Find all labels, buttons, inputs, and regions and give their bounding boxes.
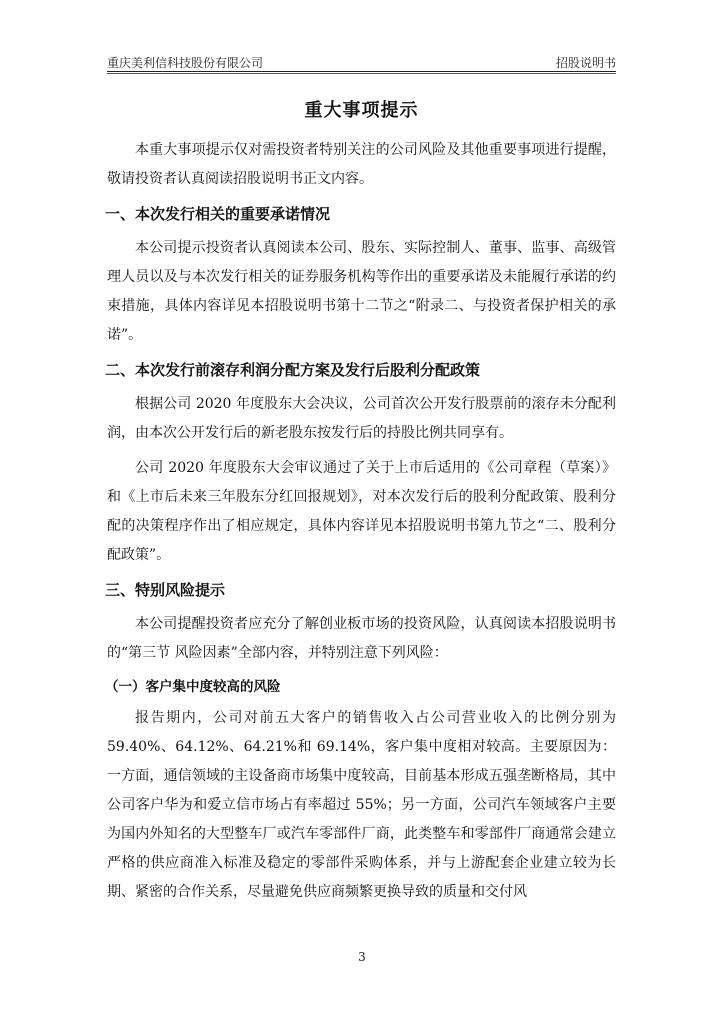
page-title: 重大事项提示 [304, 100, 419, 121]
section-paragraph: 本公司提示投资者认真阅读本公司、股东、实际控制人、董事、监事、高级管理人员以及与本次发行相关的证券服务机构等作出的重要承诺及未能履行承诺的约束措施，具体内容详见本招股说明书第十二节之“附录二、与投资者保护相关的承诺”。 [107, 240, 616, 343]
section-heading-commitments: 一、本次发行相关的重要承诺情况 [105, 205, 331, 223]
page-body [107, 90, 616, 907]
page-number: 3 [358, 950, 366, 964]
header-divider-thin [107, 73, 616, 74]
header-document-type: 招股说明书 [555, 56, 616, 70]
intro-paragraph: 本重大事项提示仅对需投资者特别关注的公司风险及其他重要事项进行提醒，敬请投资者认真阅读招股说明书正文内容。 [107, 142, 616, 187]
section-paragraph: 根据公司 2020 年度股东大会决议，公司首次公开发行股票前的滚存未分配利润，由本次公开发行后的新老股东按发行后的持股比例共同享有。 [107, 396, 616, 441]
page-header [107, 51, 616, 71]
section-heading-risk-warning: 三、特别风险提示 [105, 581, 226, 599]
section-heading-profit-distribution: 二、本次发行前滚存利润分配方案及发行后股利分配政策 [105, 361, 481, 379]
section-paragraph: 本公司提醒投资者应充分了解创业板市场的投资风险，认真阅读本招股说明书的“第三节 风险因素”全部内容，并特别注意下列风险： [107, 616, 616, 661]
header-divider [107, 71, 616, 72]
section-paragraph: 公司 2020 年度股东大会审议通过了关于上市后适用的《公司章程（草案）》和《上市后未来三年股东分红回报规划》，对本次发行后的股利分配政策、股利分配的决策程序作出了相应规定，具体内容详见本招股说明书第九节之“二、股利分配政策”。 [107, 460, 616, 563]
subsection-heading-customer-concentration: （一）客户集中度较高的风险 [105, 679, 281, 695]
subsection-paragraph: 报告期内，公司对前五大客户的销售收入占公司营业收入的比例分别为 59.40%、64.12%、64.21%和 69.14%，客户集中度相对较高。主要原因为：一方面，通信领域的主设备商市场集中度较高，目前基本形成五强垄断格局，其中公司客户华为和爱立信市场占有率超过 55%；另一方面，公司汽车领域客户主要为国内外知名的大型整车厂或汽车零部件厂商，此类整车和零部件厂商通常会建立严格的供应商准入标准及稳定的零部件采购体系，并与上游配套企业建立较为长期、紧密的合作关系，尽量避免供应商频繁更换导致的质量和交付风 [107, 710, 616, 900]
header-company-name: 重庆美利信科技股份有限公司 [107, 56, 264, 70]
